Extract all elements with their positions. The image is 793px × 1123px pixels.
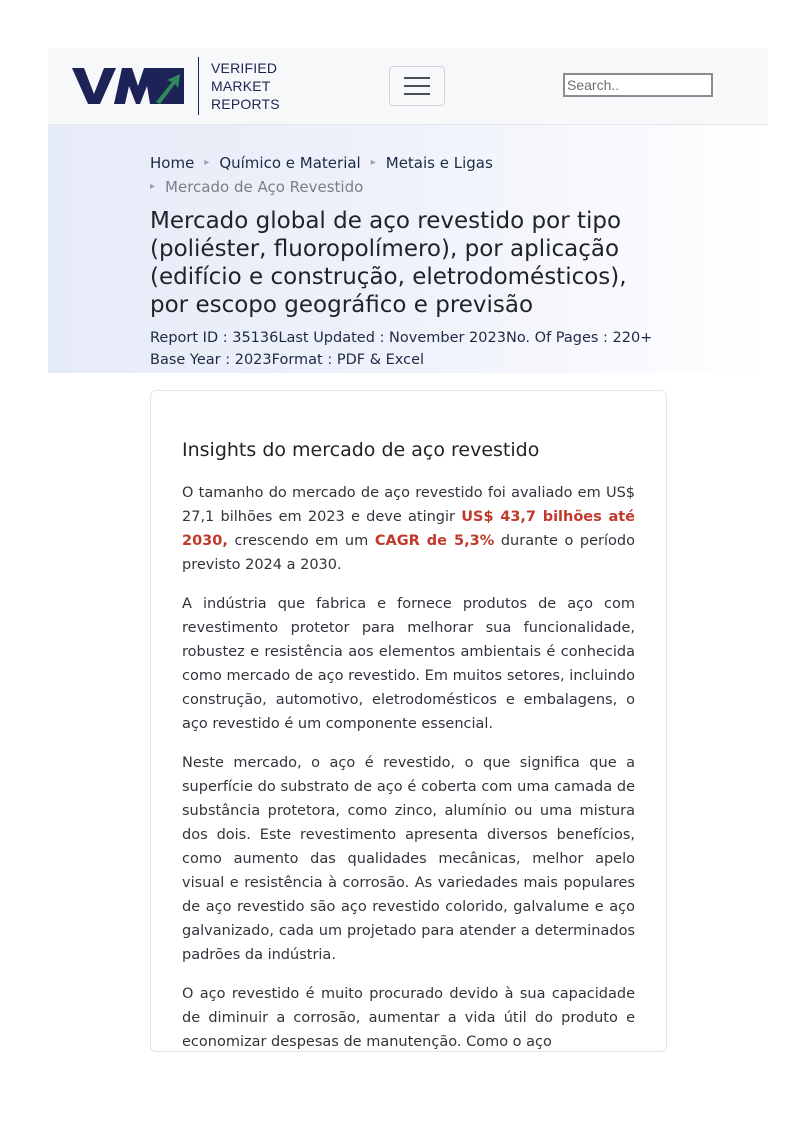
hamburger-menu-icon [404, 77, 430, 79]
logo-divider [198, 57, 199, 115]
pages-value: 220+ [612, 330, 653, 346]
chevron-right-icon: ▸ [204, 157, 210, 168]
report-meta [150, 327, 670, 371]
breadcrumb-category[interactable]: Químico e Material [219, 154, 361, 172]
top-navbar [48, 48, 768, 125]
breadcrumb [150, 151, 670, 199]
last-updated-value: November 2023 [389, 330, 506, 346]
report-id-label: Report ID : [150, 330, 233, 346]
pages-label: No. Of Pages : [505, 330, 613, 346]
vmr-logo-icon [72, 66, 184, 106]
insights-paragraph-3: Neste mercado, o aço é revestido, o que significa que a superfície do substrato de aço é coberta com uma camada de substância protetora, como zinco, alumínio ou uma mistura dos dois. Este revestimento apresenta diversos benefícios, como aumento das qualidades mecânicas, melhor apelo visual e resistência à corrosão. As variedades mais populares de aço revestido são aço revestido colorido, galvalume e aço galvanizado, cada um projetado para atender a determinados padrões da indústria. [182, 755, 635, 963]
page-title: Mercado global de aço revestido por tipo (poliéster, fluoropolímero), por aplicação (edifício e construção, eletrodomésticos), por escopo geográfico e previsão [150, 208, 627, 318]
insights-card [150, 390, 667, 1052]
base-year-label: Base Year : [150, 352, 235, 368]
report-id-value: 35136 [232, 330, 279, 346]
brand-line-2: MARKET [211, 78, 271, 94]
chevron-right-icon: ▸ [370, 157, 376, 168]
last-updated-label: Last Updated : [278, 330, 390, 346]
insights-paragraph-1: O tamanho do mercado de aço revestido foi avaliado em US$ 27,1 bilhões em 2023 e deve atingir US$ 43,7 bilhões até 2030, crescendo em um CAGR de 5,3% durante o período previsto 2024 a 2030. [182, 485, 635, 573]
brand-line-3: REPORTS [211, 96, 280, 112]
format-label: Format : [271, 352, 337, 368]
format-value: PDF & Excel [336, 352, 425, 368]
search-input[interactable] [563, 73, 713, 97]
chevron-right-icon: ▸ [150, 181, 156, 192]
base-year-value: 2023 [234, 352, 272, 368]
hamburger-menu-button[interactable] [389, 66, 445, 106]
breadcrumb-subcategory[interactable]: Metais e Ligas [385, 154, 493, 172]
brand-line-1: VERIFIED [211, 60, 278, 76]
insights-paragraph-4: O aço revestido é muito procurado devido à sua capacidade de diminuir a corrosão, aumentar a vida útil do produto e economizar despesas de manutenção. Como o aço [182, 986, 635, 1050]
report-header [48, 125, 768, 373]
insights-heading: Insights do mercado de aço revestido [182, 439, 540, 461]
cagr-highlight: CAGR de 5,3% [374, 533, 495, 549]
breadcrumb-home[interactable]: Home [150, 154, 195, 172]
site-logo[interactable] [72, 56, 280, 116]
market-forecast-highlight: US$ 43,7 bilhões até 2030, [182, 509, 635, 549]
breadcrumb-current: Mercado de Aço Revestido [165, 178, 364, 196]
insights-paragraph-2: A indústria que fabrica e fornece produtos de aço com revestimento protetor para melhorar sua funcionalidade, robustez e resistência aos elementos ambientais é conhecida como mercado de aço revestido. Em muitos setores, incluindo construção, automotivo, eletrodomésticos e embalagens, o aço revestido é um componente essencial. [182, 596, 635, 732]
brand-name [211, 59, 280, 113]
